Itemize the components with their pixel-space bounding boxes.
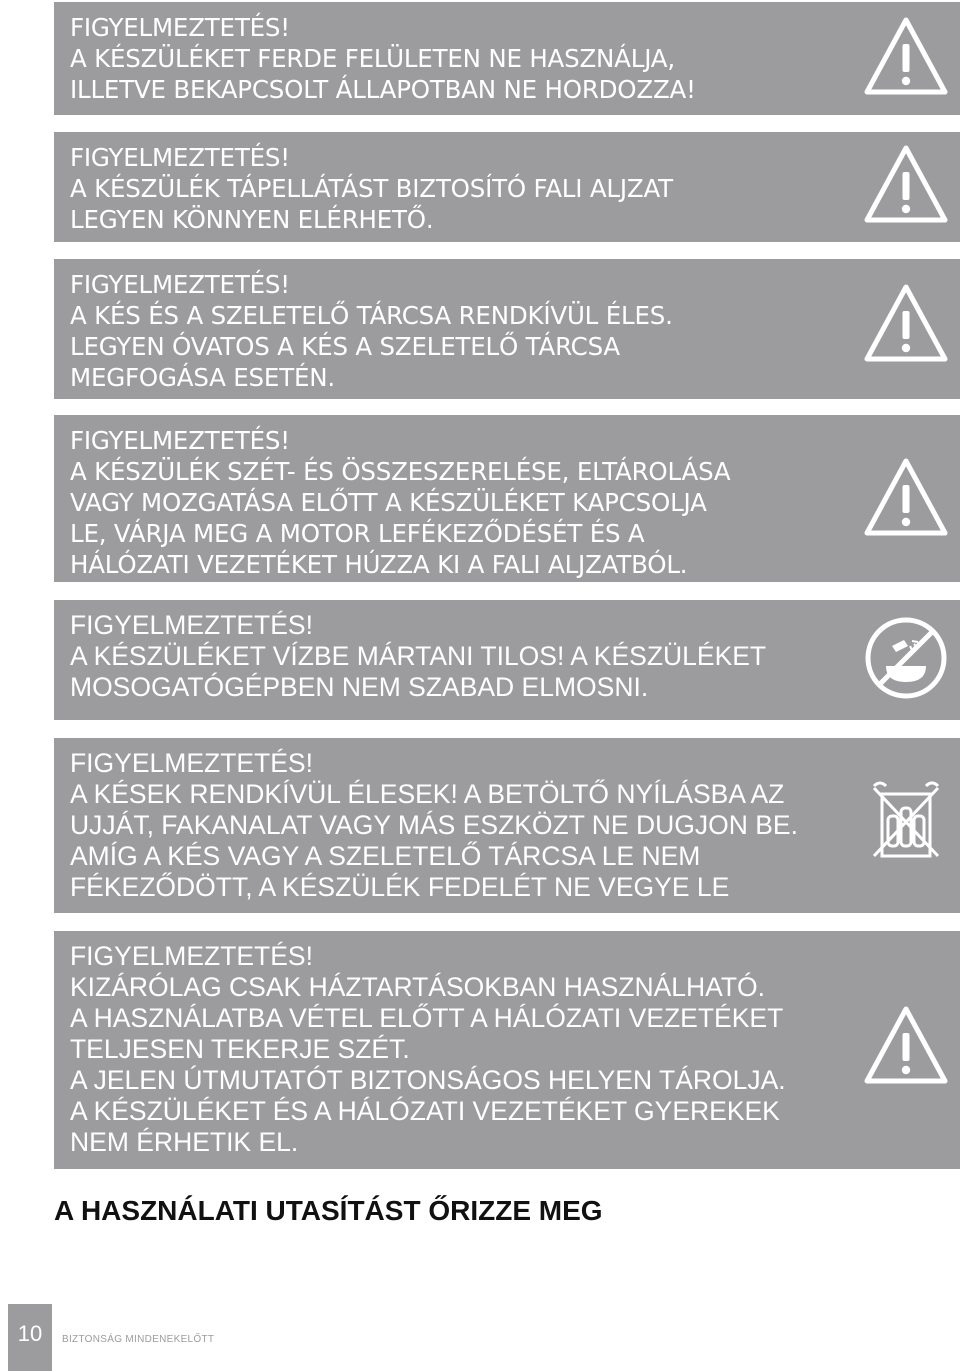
warning-heading: FIGYELMEZTETÉS!: [70, 143, 290, 172]
warning-heading: FIGYELMEZTETÉS!: [70, 610, 313, 640]
warning-line: MEGFOGÁSA ESETÉN.: [70, 363, 335, 392]
warning-text: [70, 142, 850, 235]
section-label: BIZTONSÁG MINDENEKELŐTT: [62, 1334, 215, 1345]
warning-text: [70, 425, 850, 580]
warning-line: A HASZNÁLATBA VÉTEL ELŐTT A HÁLÓZATI VEZETÉKET: [70, 1003, 784, 1033]
warning-text: [70, 941, 850, 1158]
no-water-immersion-icon: [864, 616, 948, 700]
warning-line: MOSOGATÓGÉPBEN NEM SZABAD ELMOSNI.: [70, 672, 649, 702]
warning-line: A KÉSZÜLÉK SZÉT- ÉS ÖSSZESZERELÉSE, ELTÁROLÁSA: [70, 457, 731, 486]
warning-text: [70, 748, 850, 903]
warning-line: A KÉSZÜLÉKET FERDE FELÜLETEN NE HASZNÁLJA,: [70, 44, 675, 73]
warning-triangle-icon: [864, 283, 948, 367]
warning-box-1: [54, 2, 960, 115]
warning-line: KIZÁRÓLAG CSAK HÁZTARTÁSOKBAN HASZNÁLHATÓ.: [70, 972, 766, 1002]
warning-line: A KÉS ÉS A SZELETELŐ TÁRCSA RENDKÍVÜL ÉLES.: [70, 301, 673, 330]
warning-box-2: [54, 132, 960, 242]
warning-triangle-icon: [864, 16, 948, 100]
warning-line: A KÉSZÜLÉKET VÍZBE MÁRTANI TILOS! A KÉSZÜLÉKET: [70, 641, 767, 671]
warning-text: [70, 12, 850, 105]
warning-triangle-icon: [864, 1005, 948, 1089]
warning-line: TELJESEN TEKERJE SZÉT.: [70, 1034, 410, 1064]
warning-box-6: [54, 738, 960, 913]
warning-box-7: [54, 931, 960, 1169]
warning-triangle-icon: [864, 457, 948, 541]
warning-box-3: [54, 259, 960, 399]
warning-line: A JELEN ÚTMUTATÓT BIZTONSÁGOS HELYEN TÁROLJA.: [70, 1065, 786, 1095]
warning-line: VAGY MOZGATÁSA ELŐTT A KÉSZÜLÉKET KAPCSOLJA: [70, 488, 707, 517]
warning-heading: FIGYELMEZTETÉS!: [70, 270, 290, 299]
warning-line: LEGYEN ÓVATOS A KÉS A SZELETELŐ TÁRCSA: [70, 332, 620, 361]
warning-text: [70, 610, 850, 703]
no-dishwasher-icon: [864, 778, 948, 862]
warning-triangle-icon: [864, 144, 948, 228]
warning-line: UJJÁT, FAKANALAT VAGY MÁS ESZKÖZT NE DUGJON BE.: [70, 810, 798, 840]
page-number: 10: [8, 1304, 52, 1371]
warning-heading: FIGYELMEZTETÉS!: [70, 748, 313, 778]
warning-line: FÉKEZŐDÖTT, A KÉSZÜLÉK FEDELÉT NE VEGYE LE: [70, 872, 730, 902]
warning-line: NEM ÉRHETIK EL.: [70, 1127, 299, 1157]
warning-line: LE, VÁRJA MEG A MOTOR LEFÉKEZŐDÉSÉT ÉS A: [70, 519, 645, 548]
warning-heading: FIGYELMEZTETÉS!: [70, 426, 290, 455]
warning-line: ILLETVE BEKAPCSOLT ÁLLAPOTBAN NE HORDOZZA!: [70, 75, 696, 104]
warning-text: [70, 269, 850, 393]
warning-heading: FIGYELMEZTETÉS!: [70, 941, 313, 971]
warning-heading: FIGYELMEZTETÉS!: [70, 13, 290, 42]
warning-box-4: [54, 415, 960, 582]
warning-line: A KÉSZÜLÉKET ÉS A HÁLÓZATI VEZETÉKET GYEREKEK: [70, 1096, 780, 1126]
footer-title: A HASZNÁLATI UTASÍTÁST ŐRIZZE MEG: [54, 1195, 603, 1226]
warning-line: A KÉSZÜLÉK TÁPELLÁTÁST BIZTOSÍTÓ FALI ALJZAT: [70, 174, 673, 203]
warning-line: LEGYEN KÖNNYEN ELÉRHETŐ.: [70, 205, 434, 234]
warning-line: A KÉSEK RENDKÍVÜL ÉLESEK! A BETÖLTŐ NYÍLÁSBA AZ: [70, 779, 785, 809]
warning-box-5: [54, 600, 960, 720]
warning-line: HÁLÓZATI VEZETÉKET HÚZZA KI A FALI ALJZATBÓL.: [70, 550, 688, 579]
warning-line: AMÍG A KÉS VAGY A SZELETELŐ TÁRCSA LE NEM: [70, 841, 701, 871]
